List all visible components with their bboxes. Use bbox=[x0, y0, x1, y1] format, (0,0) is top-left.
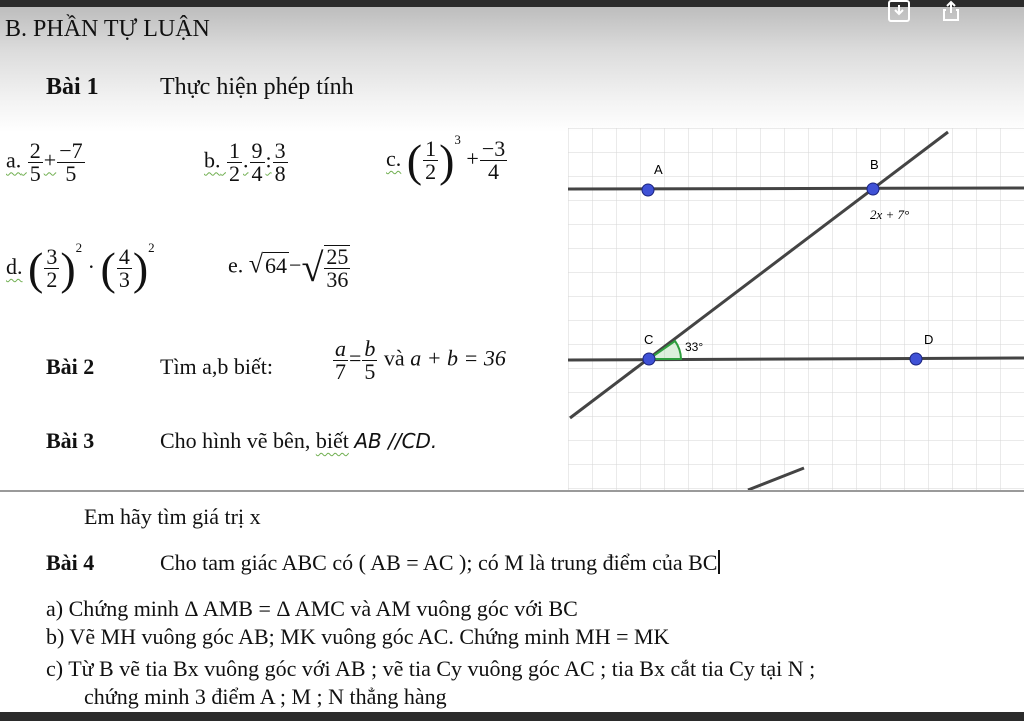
expr-d-exp2: 2 bbox=[148, 240, 155, 255]
bai3-math: AB //CD. bbox=[354, 429, 438, 453]
bai2-label: Bài 2 bbox=[46, 354, 95, 379]
expr-d-frac2: $\frac{4}{3}$ bbox=[118, 244, 130, 293]
expr-a bbox=[6, 140, 86, 185]
bai2-text: Tìm a,b biết: bbox=[160, 354, 274, 379]
bai2-ratio bbox=[332, 338, 506, 383]
section-title: B. PHẦN TỰ LUẬN bbox=[5, 16, 210, 42]
expr-d-op: · bbox=[87, 254, 95, 279]
bai3-biet: biết bbox=[315, 428, 349, 453]
bai4-c2: chứng minh 3 điểm A ; M ; N thẳng hàng bbox=[84, 684, 447, 709]
bai4-text[interactable] bbox=[160, 550, 720, 576]
expr-b-frac1: $\frac{1}{2}$ bbox=[229, 138, 240, 186]
expr-d: d. ( $\frac{3}{2}$ )$^2$ · ( $\frac{4}{3}$ )$^2$ bbox=[6, 240, 155, 294]
bai4-text-main: Cho tam giác ABC có ( AB = AC ); có M là trung điểm của BC bbox=[160, 550, 718, 575]
bai1-text: Thực hiện phép tính bbox=[160, 74, 354, 100]
download-icon[interactable] bbox=[888, 0, 910, 22]
expr-c: c. ( $\frac{1}{2}$ )$^3$ + $\frac{-3}{4}$ bbox=[386, 132, 506, 186]
share-icon[interactable] bbox=[940, 0, 962, 22]
label-c: C bbox=[644, 332, 654, 347]
top-bar bbox=[0, 0, 1024, 7]
bai4-label: Bài 4 bbox=[46, 550, 95, 575]
angle-b-label: 2x + 7° bbox=[870, 207, 910, 222]
expr-b-frac2: $\frac{9}{4}$ bbox=[251, 138, 263, 186]
section-divider bbox=[0, 490, 1024, 492]
label-b: B bbox=[870, 157, 879, 172]
expr-c-exp: 3 bbox=[454, 132, 461, 147]
bai3-label: Bài 3 bbox=[46, 428, 95, 453]
line-cd bbox=[568, 358, 1024, 360]
bai2-frac-b: $\frac{b}{5}$ bbox=[364, 336, 376, 384]
bai4-b: b) Vẽ MH vuông góc AB; MK vuông góc AC. Chứng minh MH = MK bbox=[46, 624, 670, 649]
figure-grid bbox=[568, 128, 1024, 490]
expr-b-frac3: $\frac{3}{8}$ bbox=[274, 138, 286, 186]
bai2-condition: a + b = 36 bbox=[410, 345, 506, 371]
label-d: D bbox=[924, 332, 934, 347]
expr-e-prefix: e. bbox=[228, 252, 244, 278]
point-a bbox=[642, 184, 654, 196]
expr-b-op1: . bbox=[243, 147, 249, 173]
expr-c-frac2: $\frac{-3}{4}$ bbox=[481, 136, 506, 185]
expr-d-prefix: d. bbox=[6, 254, 23, 279]
point-d bbox=[910, 353, 922, 365]
expr-d-exp1: 2 bbox=[75, 240, 83, 255]
expr-e: e. √64−√ $\frac{25}{36}$ bbox=[228, 243, 349, 292]
bai2-va: và bbox=[383, 345, 405, 371]
expr-e-root2: $\frac{25}{36}$ bbox=[326, 243, 349, 292]
bai3-text-main: Cho hình vẽ bên, bbox=[160, 428, 311, 453]
point-b bbox=[867, 183, 879, 195]
bai2-frac-a: $\frac{a}{7}$ bbox=[335, 336, 346, 384]
bottom-bar bbox=[0, 712, 1024, 721]
expr-c-op: + bbox=[466, 146, 479, 171]
task-text: Em hãy tìm giá trị x bbox=[84, 504, 261, 529]
expr-e-op: − bbox=[289, 252, 302, 278]
expr-a-prefix: a. bbox=[6, 147, 22, 173]
expr-e-root1: 64 bbox=[265, 252, 288, 278]
bai4-a: a) Chứng minh Δ AMB = Δ AMC và AM vuông góc với BC bbox=[46, 596, 578, 621]
line-ab bbox=[568, 188, 1024, 189]
point-c bbox=[643, 353, 655, 365]
label-a: A bbox=[654, 162, 663, 177]
expr-a-op: + bbox=[43, 147, 57, 173]
bai4-c1: c) Từ B vẽ tia Bx vuông góc với AB ; vẽ tia Cy vuông góc AC ; tia Bx cắt tia Cy tại N ; bbox=[46, 656, 816, 681]
geometry-figure bbox=[568, 128, 1024, 490]
expr-b-prefix: b. bbox=[204, 147, 221, 173]
expr-c-prefix: c. bbox=[386, 146, 402, 171]
expr-a-frac1: $\frac{2}{5}$ bbox=[29, 138, 41, 186]
bai3-text bbox=[160, 428, 437, 454]
text-cursor bbox=[718, 550, 720, 574]
expr-a-frac2: $\frac{-7}{5}$ bbox=[59, 138, 83, 186]
expr-b bbox=[204, 140, 289, 185]
expr-d-frac1: $\frac{3}{2}$ bbox=[46, 244, 58, 293]
bai1-label: Bài 1 bbox=[46, 74, 99, 100]
angle-c-label: 33° bbox=[685, 340, 704, 354]
expr-c-frac1: $\frac{1}{2}$ bbox=[425, 136, 437, 185]
expr-b-op2: : bbox=[265, 147, 272, 173]
bai2-eq: = bbox=[349, 345, 362, 371]
